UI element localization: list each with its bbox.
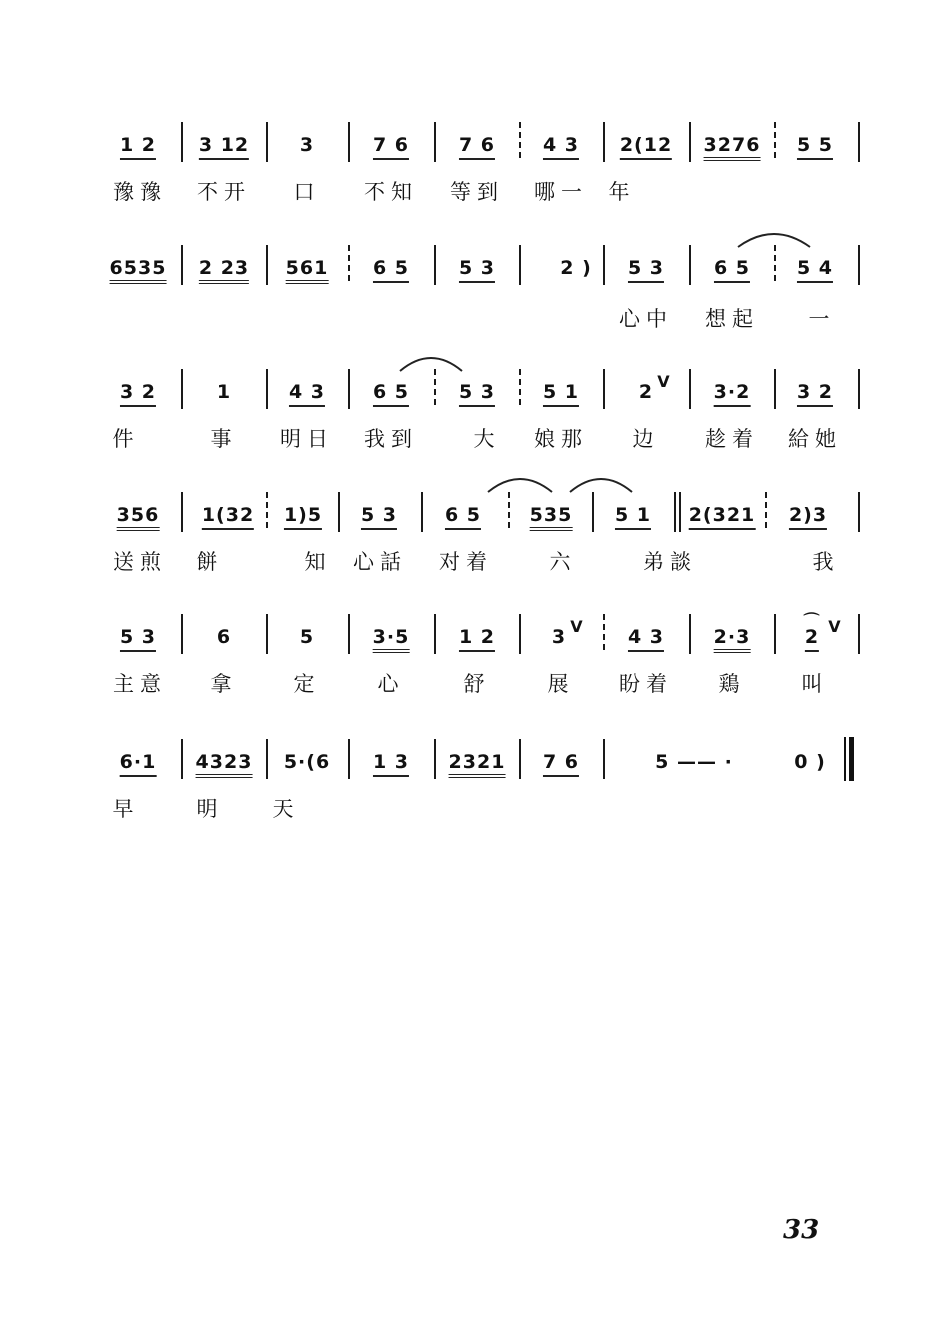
note-group: 5 3 [459, 381, 495, 407]
note-group: 5 3 [628, 257, 664, 283]
note-group: 7 6 [373, 134, 409, 160]
lyric-syllable: 不知 [364, 180, 418, 204]
lyric-syllable: 舒 [463, 672, 491, 696]
note-group: 7 6 [459, 134, 495, 160]
lyric-syllable: 鶏 [718, 672, 746, 696]
note-group: 5 5 [797, 134, 833, 160]
lyrics-row [0, 793, 925, 823]
note-group: 2 23 [199, 257, 249, 284]
note-group: 5 4 [797, 257, 833, 283]
lyric-syllable: 不开 [197, 180, 251, 204]
lyrics-row [0, 303, 925, 333]
note-group: 356 [117, 504, 160, 531]
note-group: 5 3 [120, 626, 156, 652]
barline [592, 492, 594, 532]
barline [774, 369, 776, 409]
score-system-2 [0, 243, 925, 353]
lyric-syllable: 天 [272, 797, 300, 821]
barline [858, 369, 860, 409]
note-group: 6 5 [373, 381, 409, 407]
barline [348, 369, 350, 409]
barline [181, 245, 183, 285]
barline [858, 245, 860, 285]
lyric-syllable: 明日 [280, 427, 334, 451]
note-group: 6535 [110, 257, 167, 284]
note-group: 1 2 [120, 134, 156, 160]
barline [181, 614, 183, 654]
note-group: 5 3 [361, 504, 397, 530]
note-group: 3276 [704, 134, 761, 161]
barline [348, 245, 350, 285]
slur [486, 472, 554, 494]
breath-mark: V [828, 617, 842, 636]
slur [398, 351, 464, 373]
barline [519, 369, 521, 409]
lyric-syllable: 娘那 [534, 427, 588, 451]
barline [603, 122, 605, 162]
note-group: 2 [805, 626, 819, 652]
note-group: 1)5 [284, 504, 322, 530]
barline [765, 492, 767, 532]
note-group: 2321 [449, 751, 506, 778]
barline [689, 369, 691, 409]
score-system-6 [0, 737, 925, 847]
lyric-syllable: 叫 [801, 672, 829, 696]
note-group: 2·3 [714, 626, 751, 653]
lyric-syllable: 給她 [788, 427, 842, 451]
note-group: 3·2 [714, 381, 751, 407]
note-group: 1 2 [459, 626, 495, 652]
lyric-syllable: 早 [112, 797, 140, 821]
note-group: 5 3 [459, 257, 495, 283]
lyric-syllable: 边 [632, 427, 660, 451]
score-system-1 [0, 120, 925, 230]
barline [774, 614, 776, 654]
barline [266, 245, 268, 285]
barline [348, 122, 350, 162]
lyric-syllable: 件 [112, 427, 140, 451]
barline [434, 245, 436, 285]
note-group: 3·5 [373, 626, 410, 653]
barline [774, 245, 776, 285]
note-group: 3 12 [199, 134, 249, 160]
note-group: 1(32 [202, 504, 254, 530]
barline [181, 122, 183, 162]
barline [774, 122, 776, 162]
barline [603, 614, 605, 654]
barline [858, 492, 860, 532]
barline [519, 614, 521, 654]
lyric-syllable: 豫豫 [113, 180, 167, 204]
note-group: 6 [216, 626, 232, 648]
lyric-syllable: 事 [210, 427, 238, 451]
lyric-syllable: 年 [608, 180, 636, 204]
barline [679, 492, 681, 532]
note-group: 561 [286, 257, 329, 284]
note-group: 2(321 [689, 504, 756, 530]
fermata-mark: ⌒ [803, 611, 821, 630]
barline [689, 122, 691, 162]
lyric-syllable: 六 [549, 550, 577, 574]
lyric-syllable: 明 [196, 797, 224, 821]
note-group: 5 1 [543, 381, 579, 407]
lyric-syllable: 对着 [439, 550, 493, 574]
barline [266, 122, 268, 162]
lyric-syllable: 拿 [210, 672, 238, 696]
note-group: 3 [299, 134, 315, 156]
lyric-syllable: 主意 [113, 672, 167, 696]
barline [181, 492, 183, 532]
note-group: 0 ) [794, 751, 826, 773]
note-group: 2(12 [620, 134, 672, 160]
lyric-syllable: 心中 [619, 307, 673, 331]
page-number: 33 [783, 1215, 820, 1245]
lyric-syllable: 一 [808, 307, 836, 331]
note-group: 4 3 [628, 626, 664, 652]
note-group: 7 6 [543, 751, 579, 777]
note-group: 535 [530, 504, 573, 531]
barline [434, 614, 436, 654]
note-group: 3 2 [797, 381, 833, 407]
barline [266, 492, 268, 532]
note-group: 3 [551, 626, 567, 648]
barline [266, 369, 268, 409]
barline [689, 614, 691, 654]
lyric-syllable: 我 [812, 550, 840, 574]
barline [434, 739, 436, 779]
lyric-syllable: 心 [377, 672, 405, 696]
score-system-5 [0, 612, 925, 722]
barline [434, 369, 436, 409]
note-group: 4 3 [289, 381, 325, 407]
barline [421, 492, 423, 532]
note-group: 4 3 [543, 134, 579, 160]
barline [266, 614, 268, 654]
note-group: 5 1 [615, 504, 651, 530]
note-group: 3 2 [120, 381, 156, 407]
note-group: 4323 [196, 751, 253, 778]
lyric-syllable: 大 [473, 427, 501, 451]
final-barline [844, 737, 853, 781]
barline [603, 369, 605, 409]
barline [603, 739, 605, 779]
lyric-syllable: 餅 [196, 550, 224, 574]
barline [181, 739, 183, 779]
barline [348, 614, 350, 654]
note-group: 1 [216, 381, 232, 403]
note-group: 1 3 [373, 751, 409, 777]
note-group: 6 5 [714, 257, 750, 283]
barline [858, 614, 860, 654]
barline [603, 245, 605, 285]
lyrics-row [0, 668, 925, 698]
note-group: 2 ) [560, 257, 592, 279]
score-system-3 [0, 367, 925, 477]
lyric-syllable: 弟談 [643, 550, 697, 574]
slur [568, 472, 634, 494]
barline [508, 492, 510, 532]
lyric-syllable: 哪一 [534, 180, 588, 204]
lyric-syllable: 心話 [353, 550, 407, 574]
lyric-syllable: 展 [547, 672, 575, 696]
note-group: 2 [638, 381, 654, 403]
lyric-syllable: 口 [293, 180, 321, 204]
barline [519, 739, 521, 779]
note-group: 5·(6 [283, 751, 331, 773]
lyric-syllable: 等到 [450, 180, 504, 204]
barline [434, 122, 436, 162]
note-group: 5 [299, 626, 315, 648]
lyrics-row [0, 176, 925, 206]
lyric-syllable: 送煎 [113, 550, 167, 574]
lyric-syllable: 定 [293, 672, 321, 696]
barline [338, 492, 340, 532]
lyrics-row [0, 546, 925, 576]
barline [519, 245, 521, 285]
note-group: 2)3 [789, 504, 827, 530]
score-system-4 [0, 490, 925, 600]
lyric-syllable: 知 [304, 550, 332, 574]
barline [689, 245, 691, 285]
breath-mark: V [657, 372, 671, 391]
note-group: 5 —— · [655, 751, 733, 773]
note-group: 6 5 [373, 257, 409, 283]
barline [181, 369, 183, 409]
lyric-syllable: 想起 [705, 307, 759, 331]
lyric-syllable: 盼着 [619, 672, 673, 696]
note-group: 6 5 [445, 504, 481, 530]
barline [858, 122, 860, 162]
barline [266, 739, 268, 779]
barline [519, 122, 521, 162]
barline [674, 492, 676, 532]
lyric-syllable: 我到 [364, 427, 418, 451]
note-group: 6·1 [120, 751, 157, 777]
lyrics-row [0, 423, 925, 453]
lyric-syllable: 趁着 [705, 427, 759, 451]
breath-mark: V [570, 617, 584, 636]
barline [348, 739, 350, 779]
